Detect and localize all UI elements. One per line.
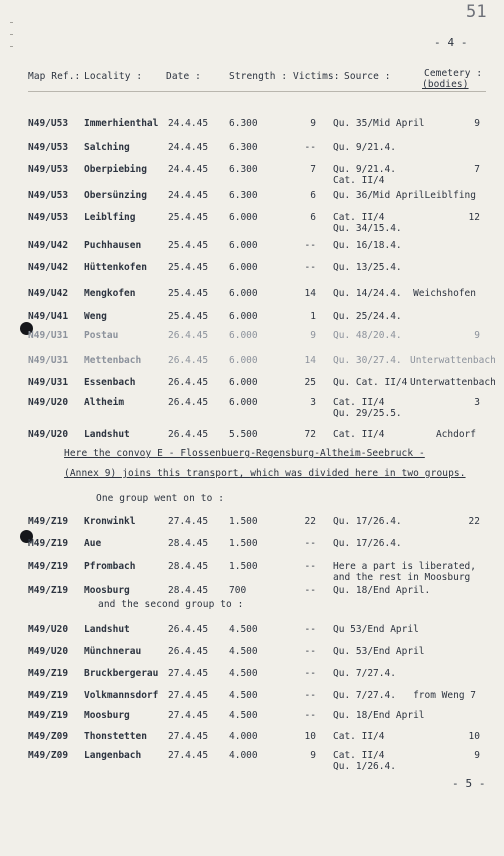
date-cell: 27.4.45 xyxy=(168,710,209,721)
victims-cell: 22 xyxy=(304,516,316,527)
source-cell: Qu. 17/26.4. xyxy=(333,538,402,549)
map-ref-cell: N49/U42 xyxy=(28,262,69,273)
locality-cell: Essenbach xyxy=(84,377,136,388)
group1-heading: One group went on to : xyxy=(96,493,225,504)
source-cell: Here a part is liberated, and the rest in Moosburg xyxy=(333,561,476,583)
source-cell: Qu. 9/21.4. Cat. II/4 xyxy=(333,164,396,186)
edge-mark xyxy=(10,34,13,35)
locality-cell: Bruckbergerau xyxy=(84,668,159,679)
victims-cell: 6 xyxy=(310,212,316,223)
date-cell: 26.4.45 xyxy=(168,646,209,657)
strength-cell: 4.500 xyxy=(229,668,258,679)
source-cell: Cat. II/4 xyxy=(333,731,385,742)
date-cell: 25.4.45 xyxy=(168,288,209,299)
strength-cell: 6.300 xyxy=(229,118,258,129)
date-cell: 25.4.45 xyxy=(168,240,209,251)
strength-cell: 1.500 xyxy=(229,561,258,572)
edge-mark xyxy=(10,22,13,23)
source-cell: Qu. 9/21.4. xyxy=(333,142,396,153)
victims-cell: -- xyxy=(304,646,316,657)
locality-cell: Hüttenkofen xyxy=(84,262,147,273)
cemetery-cell: 9 xyxy=(474,118,480,129)
source-cell: Cat. II/4 xyxy=(333,429,385,440)
strength-cell: 700 xyxy=(229,585,247,596)
victims-cell: -- xyxy=(304,262,316,273)
locality-cell: Volkmannsdorf xyxy=(84,690,159,701)
date-cell: 26.4.45 xyxy=(168,429,209,440)
source-cell: Qu. 53/End April xyxy=(333,646,425,657)
source-cell: Qu 53/End April xyxy=(333,624,419,635)
strength-cell: 4.500 xyxy=(229,690,258,701)
source-cell: Qu. 16/18.4. xyxy=(333,240,402,251)
date-cell: 26.4.45 xyxy=(168,624,209,635)
map-ref-cell: M49/U20 xyxy=(28,646,69,657)
source-cell: Cat. II/4 Qu. 29/25.5. xyxy=(333,397,402,419)
date-cell: 27.4.45 xyxy=(168,731,209,742)
source-cell: Qu. 30/27.4. xyxy=(333,355,402,366)
date-cell: 26.4.45 xyxy=(168,397,209,408)
victims-cell: 9 xyxy=(310,330,316,341)
victims-cell: -- xyxy=(304,585,316,596)
victims-cell: -- xyxy=(304,561,316,572)
date-cell: 27.4.45 xyxy=(168,750,209,761)
date-cell: 27.4.45 xyxy=(168,668,209,679)
map-ref-cell: M49/Z19 xyxy=(28,710,69,721)
strength-cell: 6.000 xyxy=(229,212,258,223)
strength-cell: 6.000 xyxy=(229,311,258,322)
header-rule xyxy=(28,91,486,92)
cemetery-cell: 9 xyxy=(474,750,480,761)
strength-cell: 6.000 xyxy=(229,240,258,251)
page-number: 51 xyxy=(466,2,487,22)
locality-cell: Obersünzing xyxy=(84,190,147,201)
header-cemetery-sub: (bodies) xyxy=(422,79,469,90)
map-ref-cell: M49/Z09 xyxy=(28,750,69,761)
source-cell: Qu. 25/24.4. xyxy=(333,311,402,322)
source-cell: Qu. Cat. II/4 xyxy=(333,377,408,388)
locality-cell: Immerhienthal xyxy=(84,118,159,129)
strength-cell: 6.300 xyxy=(229,190,258,201)
strength-cell: 6.000 xyxy=(229,377,258,388)
map-ref-cell: N49/U42 xyxy=(28,240,69,251)
cemetery-cell: Unterwattenbach xyxy=(410,377,496,388)
locality-cell: Leiblfing xyxy=(84,212,136,223)
victims-cell: 14 xyxy=(304,355,316,366)
locality-cell: Moosburg xyxy=(84,710,130,721)
source-cell: Qu. 14/24.4. xyxy=(333,288,402,299)
date-cell: 27.4.45 xyxy=(168,516,209,527)
strength-cell: 6.300 xyxy=(229,164,258,175)
locality-cell: Landshut xyxy=(84,429,130,440)
strength-cell: 4.500 xyxy=(229,624,258,635)
map-ref-cell: M49/Z19 xyxy=(28,561,69,572)
locality-cell: Mettenbach xyxy=(84,355,142,366)
strength-cell: 4.500 xyxy=(229,710,258,721)
locality-cell: Langenbach xyxy=(84,750,142,761)
strength-cell: 4.000 xyxy=(229,731,258,742)
victims-cell: 6 xyxy=(310,190,316,201)
victims-cell: -- xyxy=(304,690,316,701)
cemetery-cell: Unterwattenbach xyxy=(410,355,496,366)
map-ref-cell: M49/Z09 xyxy=(28,731,69,742)
victims-cell: 7 xyxy=(310,164,316,175)
strength-cell: 6.000 xyxy=(229,330,258,341)
map-ref-cell: N49/U20 xyxy=(28,397,69,408)
locality-cell: Salching xyxy=(84,142,130,153)
victims-cell: 10 xyxy=(304,731,316,742)
victims-cell: -- xyxy=(304,668,316,679)
victims-cell: 72 xyxy=(304,429,316,440)
victims-cell: 9 xyxy=(310,750,316,761)
map-ref-cell: N49/U31 xyxy=(28,377,69,388)
source-cell: Qu. 7/27.4. xyxy=(333,690,396,701)
strength-cell: 6.300 xyxy=(229,142,258,153)
locality-cell: Pfrombach xyxy=(84,561,136,572)
locality-cell: Thonstetten xyxy=(84,731,147,742)
victims-cell: -- xyxy=(304,240,316,251)
locality-cell: Aue xyxy=(84,538,102,549)
map-ref-cell: M49/Z19 xyxy=(28,538,69,549)
victims-cell: -- xyxy=(304,538,316,549)
cemetery-cell: 9 xyxy=(474,330,480,341)
victims-cell: 9 xyxy=(310,118,316,129)
locality-cell: Oberpiebing xyxy=(84,164,147,175)
map-ref-cell: N49/U53 xyxy=(28,164,69,175)
map-ref-cell: N49/U53 xyxy=(28,190,69,201)
victims-cell: 25 xyxy=(304,377,316,388)
date-cell: 28.4.45 xyxy=(168,585,209,596)
strength-cell: 6.000 xyxy=(229,355,258,366)
source-cell: Qu. 18/End April. xyxy=(333,585,431,596)
map-ref-cell: M49/Z19 xyxy=(28,668,69,679)
locality-cell: Weng xyxy=(84,311,107,322)
header-map-ref: Map Ref.: xyxy=(28,71,81,82)
cemetery-cell: Weichshofen xyxy=(413,288,476,299)
victims-cell: 14 xyxy=(304,288,316,299)
source-cell: Qu. 18/End April xyxy=(333,710,425,721)
edge-mark xyxy=(10,46,13,47)
source-cell: Cat. II/4 Qu. 34/15.4. xyxy=(333,212,402,234)
header-date: Date : xyxy=(166,71,201,82)
victims-cell: 1 xyxy=(310,311,316,322)
map-ref-cell: N49/U53 xyxy=(28,212,69,223)
cemetery-cell: Achdorf xyxy=(435,429,476,440)
bottom-page-marker: - 5 - xyxy=(452,777,486,790)
victims-cell: -- xyxy=(304,624,316,635)
map-ref-cell: N49/U53 xyxy=(28,118,69,129)
cemetery-cell: from Weng 7 xyxy=(413,690,476,701)
source-cell: Cat. II/4 Qu. 1/26.4. xyxy=(333,750,396,772)
locality-cell: Puchhausen xyxy=(84,240,142,251)
locality-cell: Postau xyxy=(84,330,119,341)
date-cell: 26.4.45 xyxy=(168,330,209,341)
source-cell: Qu. 48/20.4. xyxy=(333,330,402,341)
date-cell: 24.4.45 xyxy=(168,190,209,201)
cemetery-cell: 10 xyxy=(468,731,480,742)
strength-cell: 1.500 xyxy=(229,516,258,527)
strength-cell: 4.500 xyxy=(229,646,258,657)
map-ref-cell: M49/Z19 xyxy=(28,516,69,527)
source-cell: Qu. 17/26.4. xyxy=(333,516,402,527)
locality-cell: Münchnerau xyxy=(84,646,142,657)
strength-cell: 6.000 xyxy=(229,288,258,299)
source-cell: Qu. 36/Mid April xyxy=(333,190,425,201)
header-source: Source : xyxy=(344,71,391,82)
convoy-line-2: (Annex 9) joins this transport, which was divided here in two groups. xyxy=(64,468,466,479)
victims-cell: 3 xyxy=(310,397,316,408)
strength-cell: 6.000 xyxy=(229,397,258,408)
locality-cell: Mengkofen xyxy=(84,288,136,299)
map-ref-cell: M49/Z19 xyxy=(28,585,69,596)
cemetery-cell: 22 xyxy=(468,516,480,527)
date-cell: 27.4.45 xyxy=(168,690,209,701)
map-ref-cell: M49/U20 xyxy=(28,624,69,635)
cemetery-cell: 12 xyxy=(468,212,480,223)
map-ref-cell: N49/U53 xyxy=(28,142,69,153)
map-ref-cell: N49/U20 xyxy=(28,429,69,440)
source-cell: Qu. 13/25.4. xyxy=(333,262,402,273)
header-strength-victims: Strength : Victims: xyxy=(229,71,340,82)
date-cell: 24.4.45 xyxy=(168,164,209,175)
victims-cell: -- xyxy=(304,142,316,153)
locality-cell: Altheim xyxy=(84,397,125,408)
map-ref-cell: M49/Z19 xyxy=(28,690,69,701)
header-locality: Locality : xyxy=(84,71,143,82)
cemetery-cell: 7 xyxy=(474,164,480,175)
top-page-marker: - 4 - xyxy=(434,36,468,49)
convoy-line-1: Here the convoy E - Flossenbuerg-Regensburg-Altheim-Seebruck - xyxy=(64,448,425,459)
date-cell: 24.4.45 xyxy=(168,118,209,129)
locality-cell: Landshut xyxy=(84,624,130,635)
strength-cell: 4.000 xyxy=(229,750,258,761)
date-cell: 26.4.45 xyxy=(168,377,209,388)
date-cell: 28.4.45 xyxy=(168,538,209,549)
source-cell: Qu. 35/Mid April xyxy=(333,118,425,129)
map-ref-cell: N49/U31 xyxy=(28,355,69,366)
cemetery-cell: 3 xyxy=(474,397,480,408)
strength-cell: 6.000 xyxy=(229,262,258,273)
date-cell: 25.4.45 xyxy=(168,262,209,273)
date-cell: 26.4.45 xyxy=(168,355,209,366)
locality-cell: Kronwinkl xyxy=(84,516,136,527)
cemetery-cell: Leiblfing xyxy=(424,190,476,201)
map-ref-cell: N49/U31 xyxy=(28,330,69,341)
date-cell: 28.4.45 xyxy=(168,561,209,572)
strength-cell: 1.500 xyxy=(229,538,258,549)
source-cell: Qu. 7/27.4. xyxy=(333,668,396,679)
group2-heading: and the second group to : xyxy=(98,599,244,610)
strength-cell: 5.500 xyxy=(229,429,258,440)
victims-cell: -- xyxy=(304,710,316,721)
date-cell: 24.4.45 xyxy=(168,142,209,153)
locality-cell: Moosburg xyxy=(84,585,130,596)
map-ref-cell: N49/U41 xyxy=(28,311,69,322)
header-cemetery: Cemetery : xyxy=(424,68,483,79)
date-cell: 25.4.45 xyxy=(168,212,209,223)
map-ref-cell: N49/U42 xyxy=(28,288,69,299)
date-cell: 25.4.45 xyxy=(168,311,209,322)
